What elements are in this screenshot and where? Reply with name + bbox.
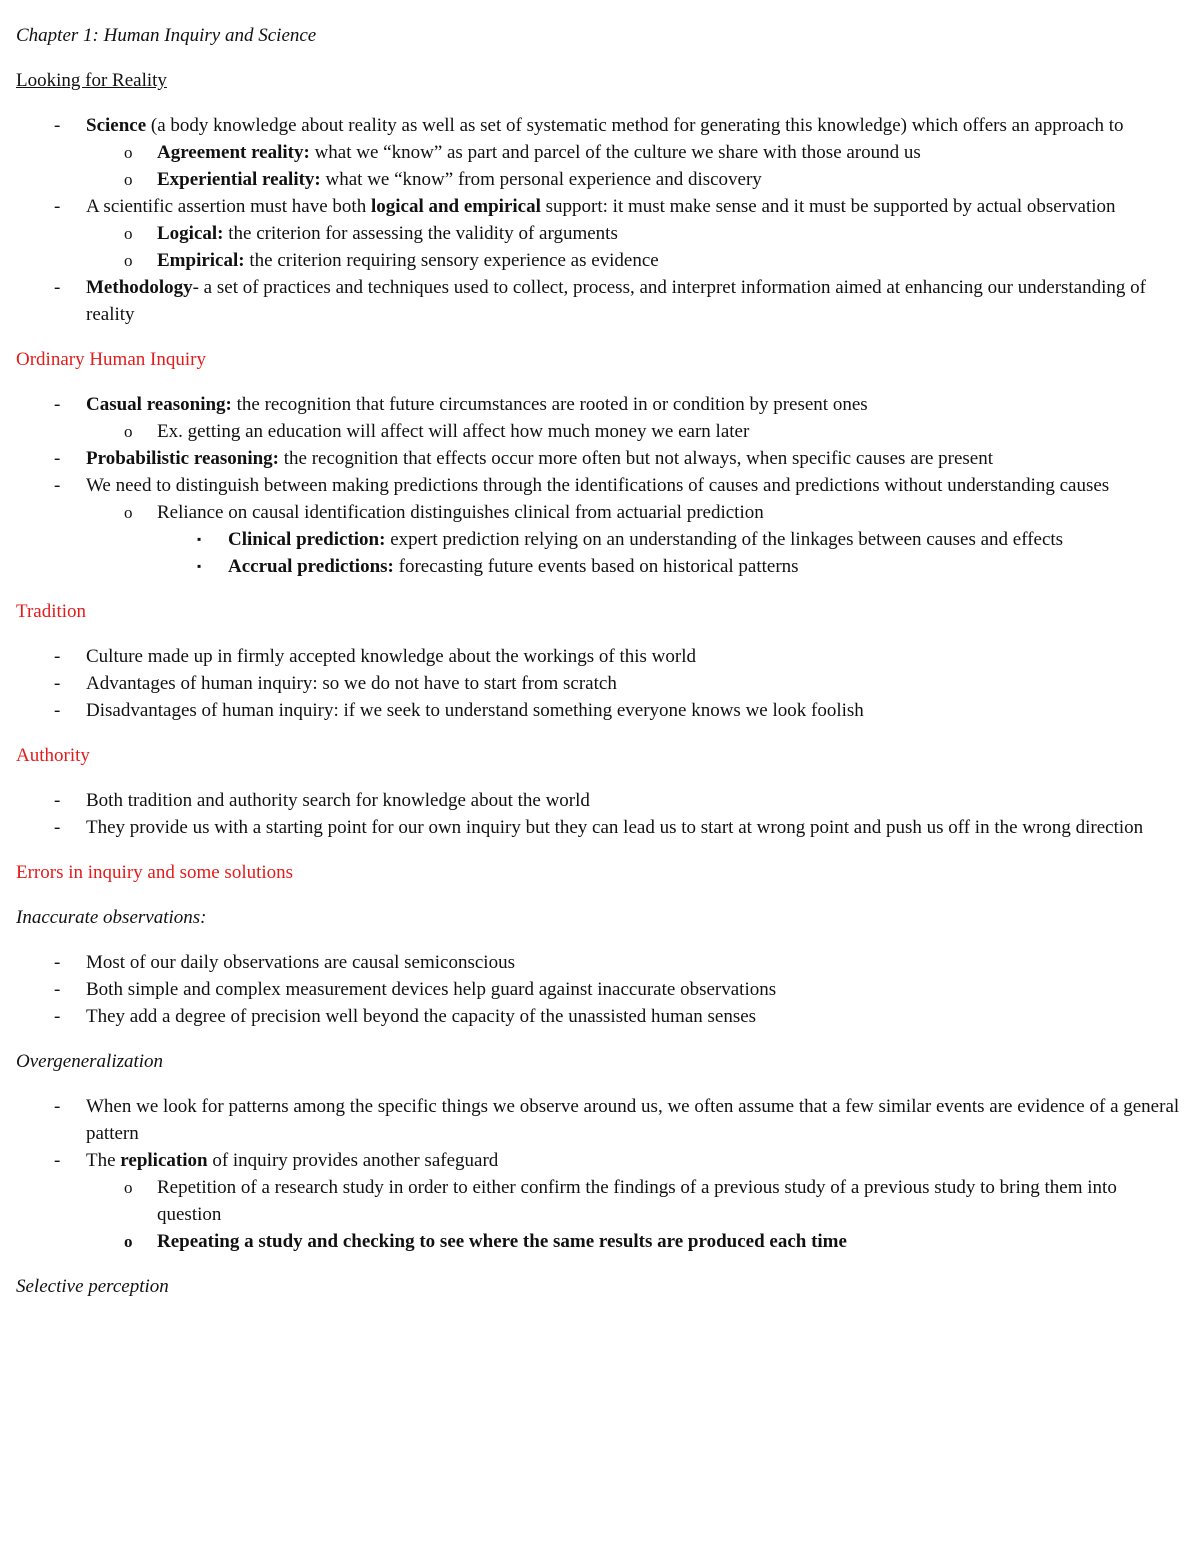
section-heading-looking-for-reality: Looking for Reality: [16, 70, 167, 91]
item-text: Most of our daily observations are causal semiconscious: [86, 952, 515, 973]
sub-sub-list-item: [157, 553, 1184, 580]
list-item: [16, 274, 1184, 328]
item-text: They provide us with a starting point for our own inquiry but they can lead us to start at wrong point and push us off in the wrong direction: [86, 817, 1144, 838]
item-text: Repeating a study and checking to see where the same results are produced each time: [157, 1231, 847, 1252]
circle-bullet: o: [124, 251, 133, 270]
sub-sub-list: [157, 526, 1184, 580]
subheading-inaccurate-observations: Inaccurate observations:: [16, 907, 207, 928]
sub-sub-list-item: [157, 526, 1184, 553]
sub-list-item: [86, 139, 1184, 166]
dash-bullet: -: [54, 646, 61, 667]
list-item: [16, 193, 1184, 274]
section-heading-errors-in-inquiry: Errors in inquiry and some solutions: [16, 862, 294, 883]
dash-bullet: -: [54, 277, 61, 298]
item-text: what we “know” as part and parcel of the culture we share with those around us: [309, 142, 921, 163]
term: logical and empirical: [370, 196, 541, 217]
circle-bullet: o: [124, 1178, 133, 1197]
list-item: [16, 1093, 1184, 1147]
term: Probabilistic reasoning:: [86, 448, 280, 469]
square-bullet: ▪: [197, 559, 202, 573]
item-text: the recognition that future circumstances are rooted in or condition by present ones: [231, 394, 868, 415]
list-item: [16, 949, 1184, 976]
circle-bullet: o: [124, 143, 133, 162]
sub-list: [86, 1174, 1184, 1255]
dash-bullet: -: [54, 115, 61, 136]
looking-for-reality-list: [16, 112, 1184, 328]
tradition-list: [16, 643, 1184, 724]
item-text: The: [86, 1150, 121, 1171]
circle-bullet: o: [124, 503, 133, 522]
overgeneralization-list: [16, 1093, 1184, 1255]
item-text: Reliance on causal identification distinguishes clinical from actuarial prediction: [157, 502, 764, 523]
sub-list-item: [86, 220, 1184, 247]
item-text: - a set of practices and techniques used to collect, process, and interpret information aimed at enhancing our understanding of reality: [86, 277, 1146, 325]
dash-bullet: -: [54, 1006, 61, 1027]
sub-list-item: [86, 1228, 1184, 1255]
dash-bullet: -: [54, 790, 61, 811]
term: Science: [86, 115, 147, 136]
dash-bullet: -: [54, 952, 61, 973]
term: replication: [120, 1150, 208, 1171]
square-bullet: ▪: [197, 532, 202, 546]
sub-list-item: [86, 247, 1184, 274]
item-text: We need to distinguish between making predictions through the identifications of causes and predictions without understanding causes: [86, 475, 1110, 496]
dash-bullet: -: [54, 979, 61, 1000]
list-item: [16, 445, 1184, 472]
item-text: expert prediction relying on an understanding of the linkages between causes and effects: [385, 529, 1064, 550]
sub-list-item: [86, 418, 1184, 445]
dash-bullet: -: [54, 1096, 61, 1117]
list-item: [16, 670, 1184, 697]
circle-bullet: o: [124, 224, 133, 243]
term: Logical:: [157, 223, 224, 244]
item-text: Culture made up in firmly accepted knowledge about the workings of this world: [86, 646, 696, 667]
section-heading-authority: Authority: [16, 745, 90, 766]
section-heading-tradition: Tradition: [16, 601, 87, 622]
sub-list: [86, 220, 1184, 274]
ordinary-human-inquiry-list: [16, 391, 1184, 580]
item-text: Ex. getting an education will affect will affect how much money we earn later: [157, 421, 750, 442]
list-item: [16, 697, 1184, 724]
list-item: [16, 643, 1184, 670]
term: Casual reasoning:: [86, 394, 232, 415]
sub-list-item: [86, 166, 1184, 193]
list-item: [16, 1003, 1184, 1030]
item-text: support: it must make sense and it must be supported by actual observation: [540, 196, 1116, 217]
subheading-selective-perception: Selective perception: [16, 1276, 169, 1297]
list-item: [16, 472, 1184, 580]
item-text: A scientific assertion must have both: [86, 196, 371, 217]
term: Empirical:: [157, 250, 245, 271]
dash-bullet: -: [54, 1150, 61, 1171]
term: Agreement reality:: [157, 142, 310, 163]
inaccurate-observations-list: [16, 949, 1184, 1030]
section-heading-ordinary-human-inquiry: Ordinary Human Inquiry: [16, 349, 206, 370]
term: Accrual predictions:: [228, 556, 394, 577]
item-text: Disadvantages of human inquiry: if we seek to understand something everyone knows we look foolish: [86, 700, 864, 721]
list-item: [16, 1147, 1184, 1255]
dash-bullet: -: [54, 817, 61, 838]
dash-bullet: -: [54, 394, 61, 415]
item-text: (a body knowledge about reality as well as set of systematic method for generating this knowledge) which offers an approach to: [146, 115, 1124, 136]
circle-bullet: o: [124, 1232, 133, 1251]
item-text: of inquiry provides another safeguard: [207, 1150, 499, 1171]
dash-bullet: -: [54, 673, 61, 694]
sub-list-item: [86, 499, 1184, 580]
sub-list-item: [86, 1174, 1184, 1228]
item-text: forecasting future events based on historical patterns: [393, 556, 799, 577]
term: Methodology: [86, 277, 193, 298]
list-item: [16, 976, 1184, 1003]
item-text: When we look for patterns among the specific things we observe around us, we often assume that a few similar events are evidence of a general pattern: [86, 1096, 1180, 1144]
sub-list: [86, 139, 1184, 193]
list-item: [16, 112, 1184, 193]
chapter-title: Chapter 1: Human Inquiry and Science: [16, 25, 317, 46]
item-text: Repetition of a research study in order to either confirm the findings of a previous study of a previous study to bring them into question: [157, 1177, 1117, 1225]
list-item: [16, 391, 1184, 445]
list-item: [16, 814, 1184, 841]
dash-bullet: -: [54, 475, 61, 496]
item-text: Both simple and complex measurement devices help guard against inaccurate observations: [86, 979, 777, 1000]
item-text: the criterion requiring sensory experience as evidence: [244, 250, 659, 271]
sub-list: [86, 499, 1184, 580]
authority-list: [16, 787, 1184, 841]
subheading-overgeneralization: Overgeneralization: [16, 1051, 164, 1072]
dash-bullet: -: [54, 448, 61, 469]
circle-bullet: o: [124, 422, 133, 441]
dash-bullet: -: [54, 196, 61, 217]
item-text: Advantages of human inquiry: so we do not have to start from scratch: [86, 673, 617, 694]
item-text: Both tradition and authority search for knowledge about the world: [86, 790, 590, 811]
item-text: what we “know” from personal experience and discovery: [320, 169, 762, 190]
dash-bullet: -: [54, 700, 61, 721]
list-item: [16, 787, 1184, 814]
item-text: the criterion for assessing the validity of arguments: [223, 223, 618, 244]
item-text: They add a degree of precision well beyond the capacity of the unassisted human senses: [86, 1006, 757, 1027]
term: Experiential reality:: [157, 169, 321, 190]
circle-bullet: o: [124, 170, 133, 189]
item-text: the recognition that effects occur more often but not always, when specific causes are present: [279, 448, 993, 469]
term: Clinical prediction:: [228, 529, 386, 550]
sub-list: [86, 418, 1184, 445]
